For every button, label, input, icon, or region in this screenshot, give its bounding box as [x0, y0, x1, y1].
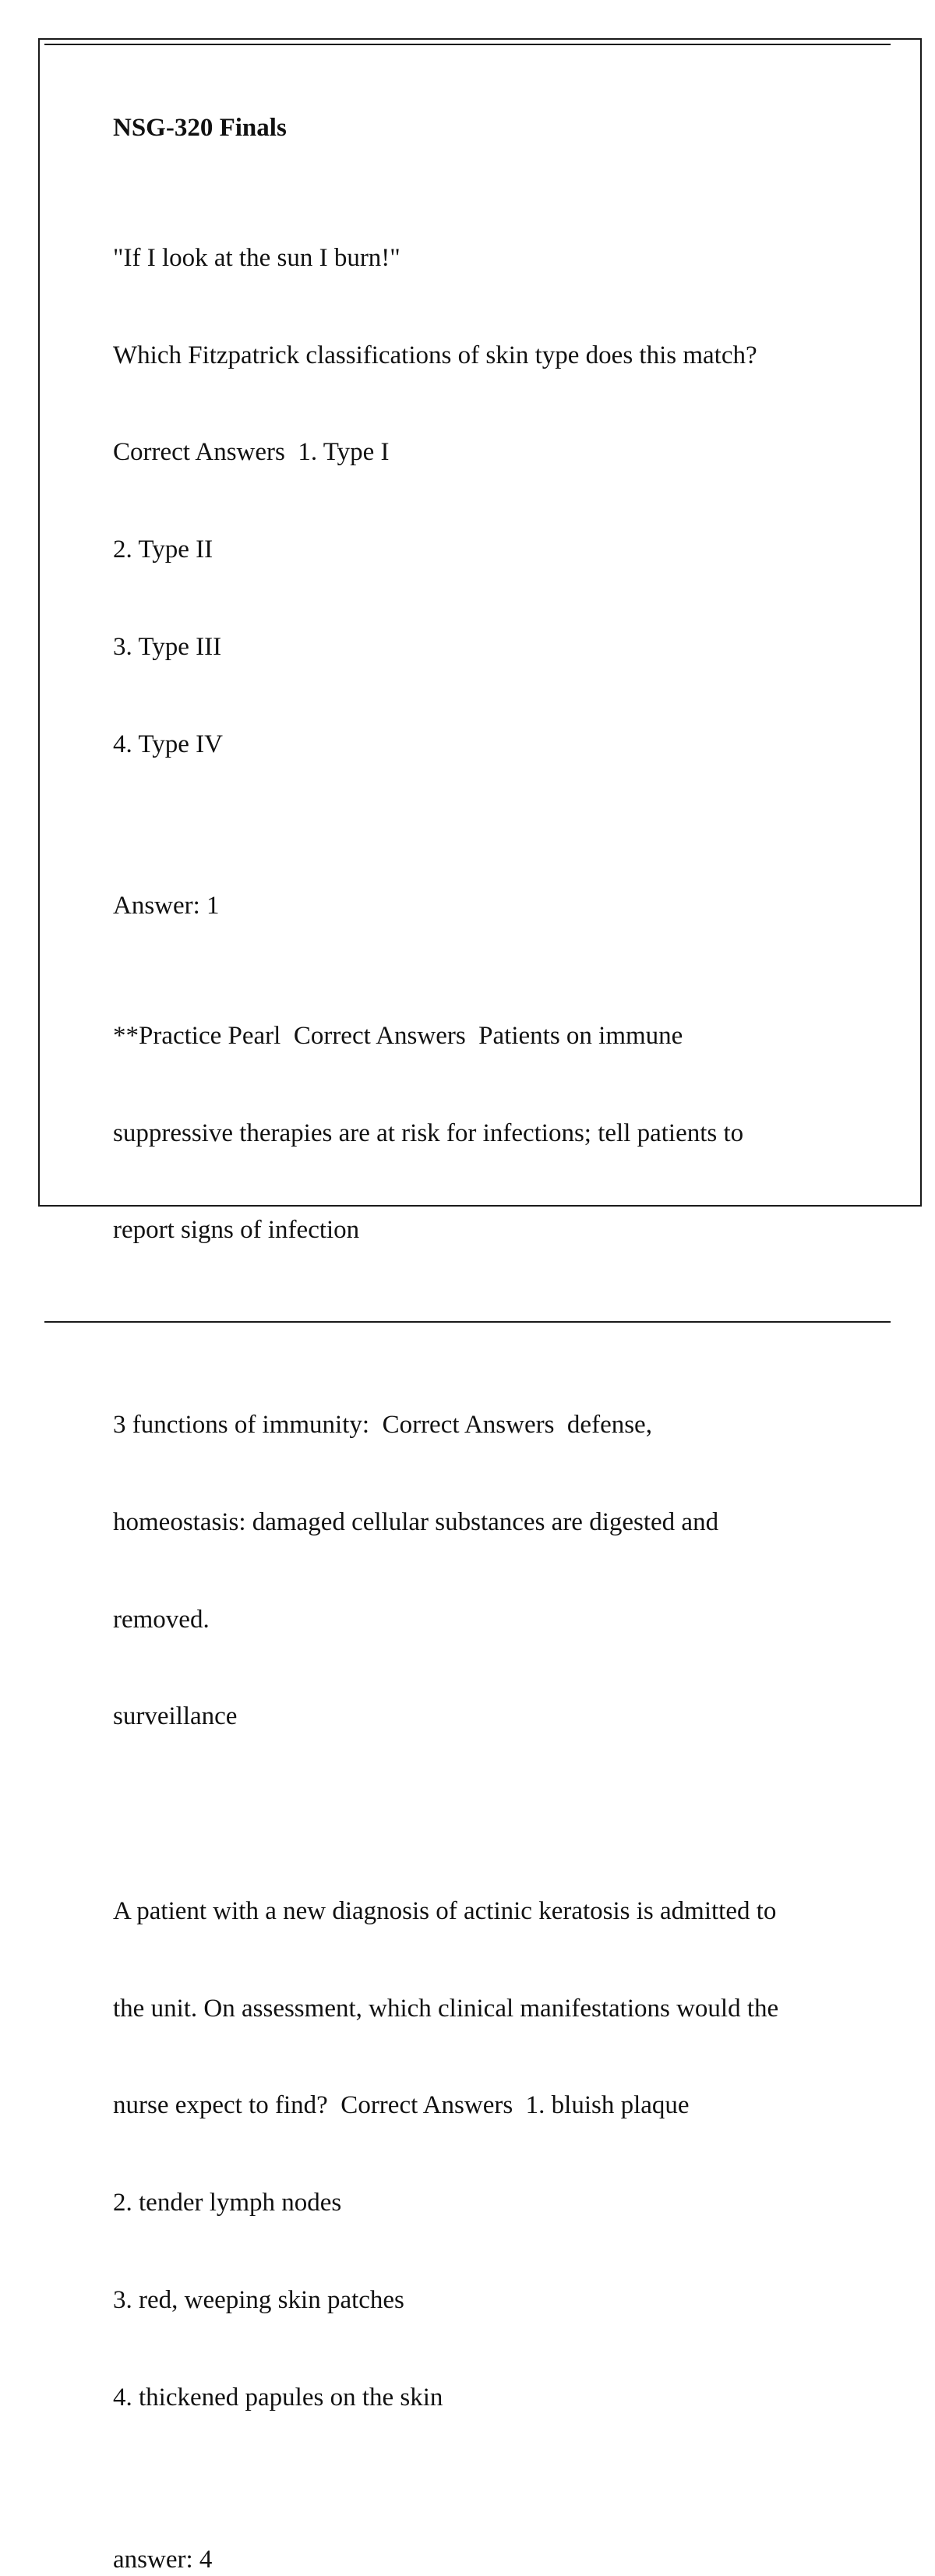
question-1-line: 4. Type IV	[113, 730, 223, 758]
question-2-line: 2. tender lymph nodes	[113, 2189, 342, 2217]
bottom-rule	[44, 1321, 891, 1323]
question-1-line: Which Fitzpatrick classifications of skin type does this match?	[113, 341, 757, 369]
document-title: NSG-320 Finals	[113, 114, 287, 142]
practice-pearl-line: suppressive therapies are at risk for infections; tell patients to	[113, 1118, 744, 1147]
spacer	[113, 1798, 861, 1831]
spacer	[113, 2479, 861, 2544]
practice-pearl-line: **Practice Pearl Correct Answers Patients on immune	[113, 1021, 683, 1050]
question-1-line: "If I look at the sun I burn!"	[113, 243, 400, 272]
immunity-line: homeostasis: damaged cellular substances are digested and	[113, 1507, 719, 1536]
spacer	[113, 825, 861, 890]
immunity-line: surveillance	[113, 1702, 238, 1731]
question-2-line: nurse expect to find? Correct Answers 1. bluish plaque	[113, 2091, 690, 2120]
question-2-line: 3. red, weeping skin patches	[113, 2286, 404, 2314]
question-2-line: 4. thickened papules on the skin	[113, 2383, 443, 2412]
question-1-answer: Answer: 1	[113, 892, 220, 921]
question-2	[113, 1831, 861, 2479]
spacer	[113, 1312, 861, 1345]
question-1-line: 2. Type II	[113, 535, 213, 564]
question-1	[113, 178, 861, 826]
question-2-line: the unit. On assessment, which clinical manifestations would the	[113, 1994, 779, 2023]
spacer	[113, 923, 861, 956]
document-content	[113, 112, 861, 2576]
question-1-line: Correct Answers 1. Type I	[113, 438, 390, 467]
practice-pearl	[113, 956, 861, 1313]
immunity-line: removed.	[113, 1605, 210, 1634]
practice-pearl-line: report signs of infection	[113, 1216, 360, 1245]
immunity-functions	[113, 1345, 861, 1798]
question-2-line: A patient with a new diagnosis of actinic keratosis is admitted to	[113, 1896, 777, 1925]
spacer	[113, 145, 861, 178]
question-1-line: 3. Type III	[113, 632, 222, 661]
immunity-line: 3 functions of immunity: Correct Answers defense,	[113, 1410, 652, 1439]
question-2-answer: answer: 4	[113, 2545, 213, 2574]
